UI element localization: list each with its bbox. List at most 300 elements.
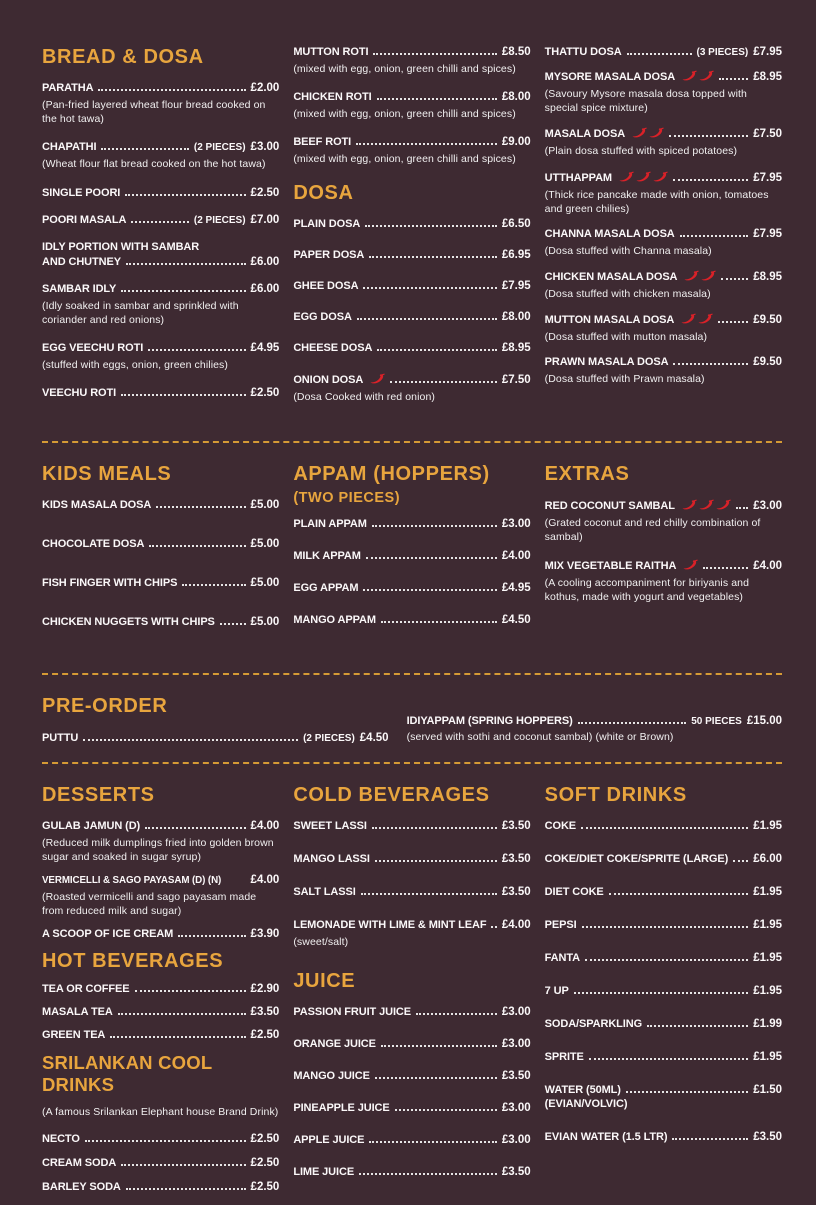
menu-item <box>293 1134 530 1146</box>
item-line <box>42 1006 279 1018</box>
dot-leader <box>182 584 245 586</box>
menu-item <box>545 1084 782 1110</box>
item-price: £7.50 <box>753 128 782 141</box>
chili-rating <box>619 171 668 182</box>
item-description: (Dosa stuffed with Channa masala) <box>544 244 712 257</box>
dot-leader <box>110 1036 245 1038</box>
item-line <box>293 1070 530 1082</box>
item-price: £8.95 <box>501 341 531 354</box>
menu-item <box>293 342 530 354</box>
item-price: £5.00 <box>250 615 280 628</box>
dot-leader <box>736 507 748 509</box>
item-price: £6.50 <box>501 217 531 230</box>
menu-item <box>42 616 279 628</box>
item-name: PINEAPPLE JUICE <box>293 1101 390 1114</box>
item-line <box>545 1131 782 1143</box>
menu-item <box>293 550 530 562</box>
menu-item <box>545 70 782 115</box>
dot-leader <box>149 545 245 547</box>
item-price: £8.00 <box>501 310 531 323</box>
item-name: CHAPATHI <box>42 141 97 154</box>
item-name: PEPSI <box>544 918 577 931</box>
menu-item <box>545 559 782 604</box>
item-note: (3 PIECES) <box>696 47 749 58</box>
menu-item <box>545 853 782 865</box>
section-appam <box>293 463 530 626</box>
column-right <box>545 784 782 1205</box>
dot-leader <box>626 1091 748 1093</box>
item-name: PLAIN DOSA <box>293 217 361 230</box>
item-name: KIDS MASALA DOSA <box>42 498 152 511</box>
dot-leader <box>673 363 748 365</box>
item-price: £1.95 <box>753 918 782 931</box>
menu-item <box>293 582 530 594</box>
item-name: LIME JUICE <box>293 1165 355 1178</box>
item-name: BARLEY SODA <box>42 1180 121 1193</box>
section-dosa <box>293 182 530 404</box>
item-line <box>545 46 782 58</box>
menu-item <box>407 715 782 744</box>
item-price: £3.50 <box>501 885 531 898</box>
menu-item <box>293 1166 530 1178</box>
item-line <box>42 732 389 744</box>
item-name: FANTA <box>544 951 581 964</box>
dot-leader <box>101 148 188 150</box>
section-bread-dosa <box>42 46 279 399</box>
dot-leader <box>582 926 749 928</box>
menu-item <box>42 577 279 589</box>
item-name: POORI MASALA <box>42 213 127 226</box>
item-price: £5.00 <box>250 576 280 589</box>
dot-leader <box>359 1173 497 1175</box>
section-dosa-specials <box>545 46 782 387</box>
menu-item <box>42 874 279 918</box>
item-price: £8.95 <box>753 71 782 83</box>
column-left <box>42 784 279 1205</box>
menu-item <box>293 373 530 404</box>
item-line <box>42 141 279 153</box>
item-name: CHEESE DOSA <box>293 341 373 354</box>
menu-item <box>545 356 782 386</box>
item-line <box>293 373 530 386</box>
item-line <box>545 127 782 140</box>
item-price: £6.95 <box>501 248 531 261</box>
item-line <box>545 820 782 832</box>
menu-item <box>42 1006 279 1018</box>
item-price: £9.00 <box>501 136 531 149</box>
item-price: £4.00 <box>501 918 531 931</box>
item-price: £7.00 <box>250 213 280 226</box>
menu-item <box>293 311 530 323</box>
item-line <box>293 1166 530 1178</box>
item-price: £1.95 <box>753 951 782 964</box>
item-name: PAPER DOSA <box>293 248 365 261</box>
chili-icon <box>698 313 713 324</box>
item-price: £1.95 <box>753 984 782 997</box>
item-price: £3.50 <box>501 852 531 865</box>
item-price: £15.00 <box>746 714 782 727</box>
dot-leader <box>357 318 497 320</box>
menu-item <box>545 46 782 58</box>
item-name: A SCOOP OF ICE CREAM <box>42 928 174 941</box>
dot-leader <box>121 1164 245 1166</box>
menu-item <box>293 46 530 76</box>
dot-leader <box>416 1013 497 1015</box>
dot-leader <box>148 349 245 351</box>
item-price: £2.50 <box>250 1029 280 1042</box>
pre-order-row <box>42 695 782 744</box>
section-title: BREAD & DOSA <box>42 46 204 68</box>
item-price: £8.00 <box>501 91 531 104</box>
dot-leader <box>718 321 748 323</box>
item-name: VERMICELLI & SAGO PAYASAM (D) (N) <box>42 875 222 887</box>
menu-item <box>293 1102 530 1114</box>
item-price: £3.00 <box>501 1101 531 1114</box>
dot-leader <box>574 992 748 994</box>
item-price: £7.50 <box>501 373 531 386</box>
item-line <box>42 499 279 511</box>
section-roti <box>293 46 530 167</box>
menu-item <box>293 518 530 530</box>
menu-item <box>545 499 782 544</box>
chili-rating <box>632 127 664 138</box>
item-description: (Roasted vermicelli and sago payasam made from reduced milk and sugar) <box>42 891 257 918</box>
item-name: GULAB JAMUN (D) <box>42 819 141 832</box>
item-line <box>545 919 782 931</box>
chili-rating <box>682 499 731 510</box>
dot-leader <box>375 1077 497 1079</box>
item-line <box>293 1134 530 1146</box>
dot-leader <box>145 827 245 829</box>
item-line <box>545 853 782 865</box>
item-price: £2.50 <box>250 1180 280 1193</box>
section-title: APPAM (HOPPERS) <box>293 462 490 485</box>
item-name: TEA OR COFFEE <box>42 983 130 996</box>
item-name: 7 UP <box>544 984 569 997</box>
menu-item <box>42 141 279 171</box>
menu-item <box>293 820 530 832</box>
section-hot-beverages <box>42 950 279 1041</box>
item-name: SWEET LASSI <box>293 819 367 832</box>
item-name: MYSORE MASALA DOSA <box>544 71 676 83</box>
dashed-divider <box>42 441 782 443</box>
item-line <box>293 919 530 931</box>
item-description: (Pan-fried layered wheat flour bread cooked on the hot tawa) <box>42 99 266 126</box>
menu-item <box>293 886 530 898</box>
menu-item <box>42 387 279 399</box>
item-name: PRAWN MASALA DOSA <box>544 356 669 369</box>
item-name: MANGO LASSI <box>293 852 370 865</box>
item-price: £3.00 <box>501 1037 531 1050</box>
item-name: COKE <box>544 819 577 832</box>
item-name: MUTTON MASALA DOSA <box>544 314 675 327</box>
item-price: £9.50 <box>753 356 782 369</box>
item-note: (2 PIECES) <box>303 732 355 744</box>
chili-rating <box>370 373 385 384</box>
menu-item <box>42 1181 279 1193</box>
item-name: EVIAN WATER (1.5 LTR) <box>544 1130 668 1143</box>
dot-leader <box>83 739 298 741</box>
item-price: £4.00 <box>250 819 280 832</box>
item-price: £8.50 <box>501 46 531 58</box>
item-name: CHICKEN MASALA DOSA <box>544 271 678 284</box>
dot-leader <box>369 256 497 258</box>
section-pre-order-idiyappam <box>407 715 782 744</box>
dot-leader <box>178 935 245 937</box>
dot-leader <box>363 287 496 289</box>
item-line <box>293 1038 530 1050</box>
item-price: £4.00 <box>250 874 280 887</box>
menu-item <box>42 538 279 550</box>
item-line <box>293 311 530 323</box>
item-line <box>42 256 279 268</box>
section-subtitle: (TWO PIECES) <box>293 489 401 506</box>
item-price: £3.00 <box>250 141 280 154</box>
dot-leader <box>491 926 496 928</box>
menu-item <box>42 214 279 226</box>
menu-item <box>545 952 782 964</box>
menu-item <box>545 820 782 832</box>
dot-leader <box>361 893 497 895</box>
menu-item <box>545 886 782 898</box>
dot-leader <box>377 349 497 351</box>
item-price: £3.00 <box>501 1133 531 1146</box>
item-line <box>42 387 279 399</box>
menu-item <box>42 241 279 268</box>
item-name: PASSION FRUIT JUICE <box>293 1005 412 1018</box>
item-name: GREEN TEA <box>42 1029 106 1042</box>
item-line <box>42 82 279 94</box>
item-line <box>545 886 782 898</box>
dot-leader <box>395 1109 497 1111</box>
item-line <box>42 1181 279 1193</box>
item-name: EGG APPAM <box>293 581 359 594</box>
item-description: (Wheat flour flat bread cooked on the hot tawa) <box>42 158 266 171</box>
menu-item <box>42 820 279 864</box>
item-price: £9.50 <box>753 314 782 327</box>
dot-leader <box>669 135 748 137</box>
item-name: MANGO JUICE <box>293 1069 370 1082</box>
item-name: EGG DOSA <box>293 310 352 323</box>
item-price: £3.50 <box>250 1006 280 1019</box>
menu-item <box>545 1051 782 1063</box>
pre-order-right <box>407 715 782 744</box>
dot-leader <box>589 1058 748 1060</box>
item-name: FISH FINGER WITH CHIPS <box>42 576 178 589</box>
section-title: DESSERTS <box>42 783 155 806</box>
item-description: (Idly soaked in sambar and sprinkled with coriander and red onions) <box>42 299 239 326</box>
item-price: £2.50 <box>250 1156 280 1169</box>
menu-item <box>42 187 279 199</box>
item-name: CHOCOLATE DOSA <box>42 537 145 550</box>
item-price: £4.00 <box>501 549 531 562</box>
item-line <box>545 559 782 572</box>
item-price: £1.95 <box>753 1050 782 1063</box>
item-line <box>42 577 279 589</box>
item-line <box>42 538 279 550</box>
item-price: £2.90 <box>250 983 280 996</box>
column-right <box>545 46 782 423</box>
item-price: £2.50 <box>250 1132 280 1145</box>
dot-leader <box>366 557 497 559</box>
chili-icon <box>684 270 699 281</box>
dot-leader <box>680 235 749 237</box>
item-description: (sweet/salt) <box>293 935 349 948</box>
dot-leader <box>703 567 748 569</box>
dot-leader <box>581 827 748 829</box>
dot-leader <box>125 194 245 196</box>
menu-item <box>293 1070 530 1082</box>
item-line <box>42 874 279 886</box>
dot-leader <box>578 722 687 724</box>
dot-leader <box>672 1138 748 1140</box>
item-line <box>545 228 782 240</box>
item-description: (mixed with egg, onion, green chilli and spices) <box>293 63 516 75</box>
item-line <box>293 820 530 832</box>
item-line <box>42 283 279 295</box>
menu-item <box>545 919 782 931</box>
item-line <box>293 249 530 261</box>
item-price: £3.50 <box>501 1069 531 1082</box>
section-title: EXTRAS <box>544 462 630 485</box>
menu-item <box>42 82 279 126</box>
dot-leader <box>719 78 748 80</box>
section-srilankan-cool-drinks <box>42 1052 279 1192</box>
menu-item <box>293 136 530 166</box>
item-name: MUTTON ROTI <box>293 46 369 58</box>
item-name: AND CHUTNEY <box>42 255 121 268</box>
item-price: £5.00 <box>250 537 280 550</box>
item-name: DIET COKE <box>544 885 604 898</box>
dot-leader <box>126 263 246 265</box>
item-line <box>42 1157 279 1169</box>
item-name: ONION DOSA <box>293 373 364 386</box>
item-price: £1.99 <box>753 1017 782 1030</box>
chili-icon <box>681 313 696 324</box>
dot-leader <box>126 1188 246 1190</box>
item-note: (2 PIECES) <box>193 142 246 154</box>
section-tagline: (A famous Srilankan Elephant house Brand Drink) <box>42 1106 279 1119</box>
column-right <box>545 463 782 655</box>
item-line <box>293 91 530 103</box>
column-left <box>42 463 279 655</box>
dot-leader <box>220 623 246 625</box>
item-line <box>545 70 782 83</box>
dot-leader <box>673 179 748 181</box>
menu-item <box>42 732 389 744</box>
dot-leader <box>381 1045 497 1047</box>
dot-leader <box>372 525 497 527</box>
menu-item <box>293 280 530 292</box>
dot-leader <box>365 225 497 227</box>
item-name: VEECHU ROTI <box>42 387 117 400</box>
item-description: (mixed with egg, onion, green chilli and spices) <box>293 108 516 121</box>
dashed-divider <box>42 762 782 764</box>
item-line <box>293 614 530 626</box>
item-description: (Dosa stuffed with Prawn masala) <box>544 373 705 386</box>
item-price: £2.50 <box>250 387 280 400</box>
item-name: SALT LASSI <box>293 885 356 898</box>
section-soft-drinks <box>545 784 782 1143</box>
dot-leader <box>98 89 245 91</box>
item-price: £4.50 <box>501 613 531 626</box>
section-desserts <box>42 784 279 941</box>
menu-item <box>42 1029 279 1041</box>
item-name: MIX VEGETABLE RAITHA <box>544 560 677 573</box>
menu-item <box>293 91 530 121</box>
dot-leader <box>585 959 748 961</box>
menu-item <box>293 614 530 626</box>
menu-item <box>545 127 782 158</box>
dot-leader <box>131 221 189 223</box>
dot-leader <box>381 621 497 623</box>
item-description: (mixed with egg, onion, green chilli and spices) <box>293 153 516 166</box>
section-title: JUICE <box>293 969 356 992</box>
item-line <box>42 983 279 995</box>
chili-icon <box>653 171 668 182</box>
section-title: HOT BEVERAGES <box>42 950 224 973</box>
item-name: SINGLE POORI <box>42 186 121 199</box>
item-price: £4.00 <box>753 560 782 573</box>
item-name: SODA/SPARKLING <box>544 1017 643 1030</box>
item-name: MANGO APPAM <box>293 613 376 626</box>
dot-leader <box>356 143 497 145</box>
item-line <box>545 313 782 326</box>
chili-icon <box>682 70 697 81</box>
item-price: £3.00 <box>753 499 782 512</box>
item-name: THATTU DOSA <box>544 46 622 58</box>
item-price: £7.95 <box>753 171 782 184</box>
item-line <box>545 171 782 184</box>
menu-item <box>545 228 782 258</box>
item-line <box>293 518 530 530</box>
column-left <box>42 46 279 423</box>
chili-rating <box>683 559 698 570</box>
item-line <box>293 853 530 865</box>
item-line <box>42 1133 279 1145</box>
item-line <box>42 187 279 199</box>
dot-leader <box>135 990 246 992</box>
chili-icon <box>699 70 714 81</box>
item-line <box>545 1018 782 1030</box>
item-line <box>545 270 782 283</box>
item-name: MASALA TEA <box>42 1006 113 1019</box>
item-price: £7.95 <box>501 279 531 292</box>
item-description: (Reduced milk dumplings fried into golden brown sugar and soaked in sugar syrup) <box>42 836 274 863</box>
menu-item <box>42 928 279 940</box>
item-name: WATER (50ML) <box>544 1083 621 1096</box>
menu-item <box>293 249 530 261</box>
item-line <box>545 499 782 512</box>
dot-leader <box>156 506 245 508</box>
section-extras <box>545 463 782 605</box>
menu-item <box>545 270 782 301</box>
menu-item <box>293 1038 530 1050</box>
item-name: MASALA DOSA <box>544 128 626 141</box>
menu-item <box>545 171 782 216</box>
dot-leader <box>390 381 497 383</box>
item-line <box>293 136 530 148</box>
chili-icon <box>683 559 698 570</box>
item-name: MILK APPAM <box>293 549 361 562</box>
section-title: KIDS MEALS <box>42 462 172 485</box>
item-name-line2: (EVIAN/VOLVIC) <box>544 1097 628 1110</box>
item-line <box>293 1102 530 1114</box>
dot-leader <box>721 278 748 280</box>
chili-icon <box>699 499 714 510</box>
item-name: CHICKEN NUGGETS WITH CHIPS <box>42 615 215 628</box>
item-price: £6.00 <box>753 852 782 865</box>
